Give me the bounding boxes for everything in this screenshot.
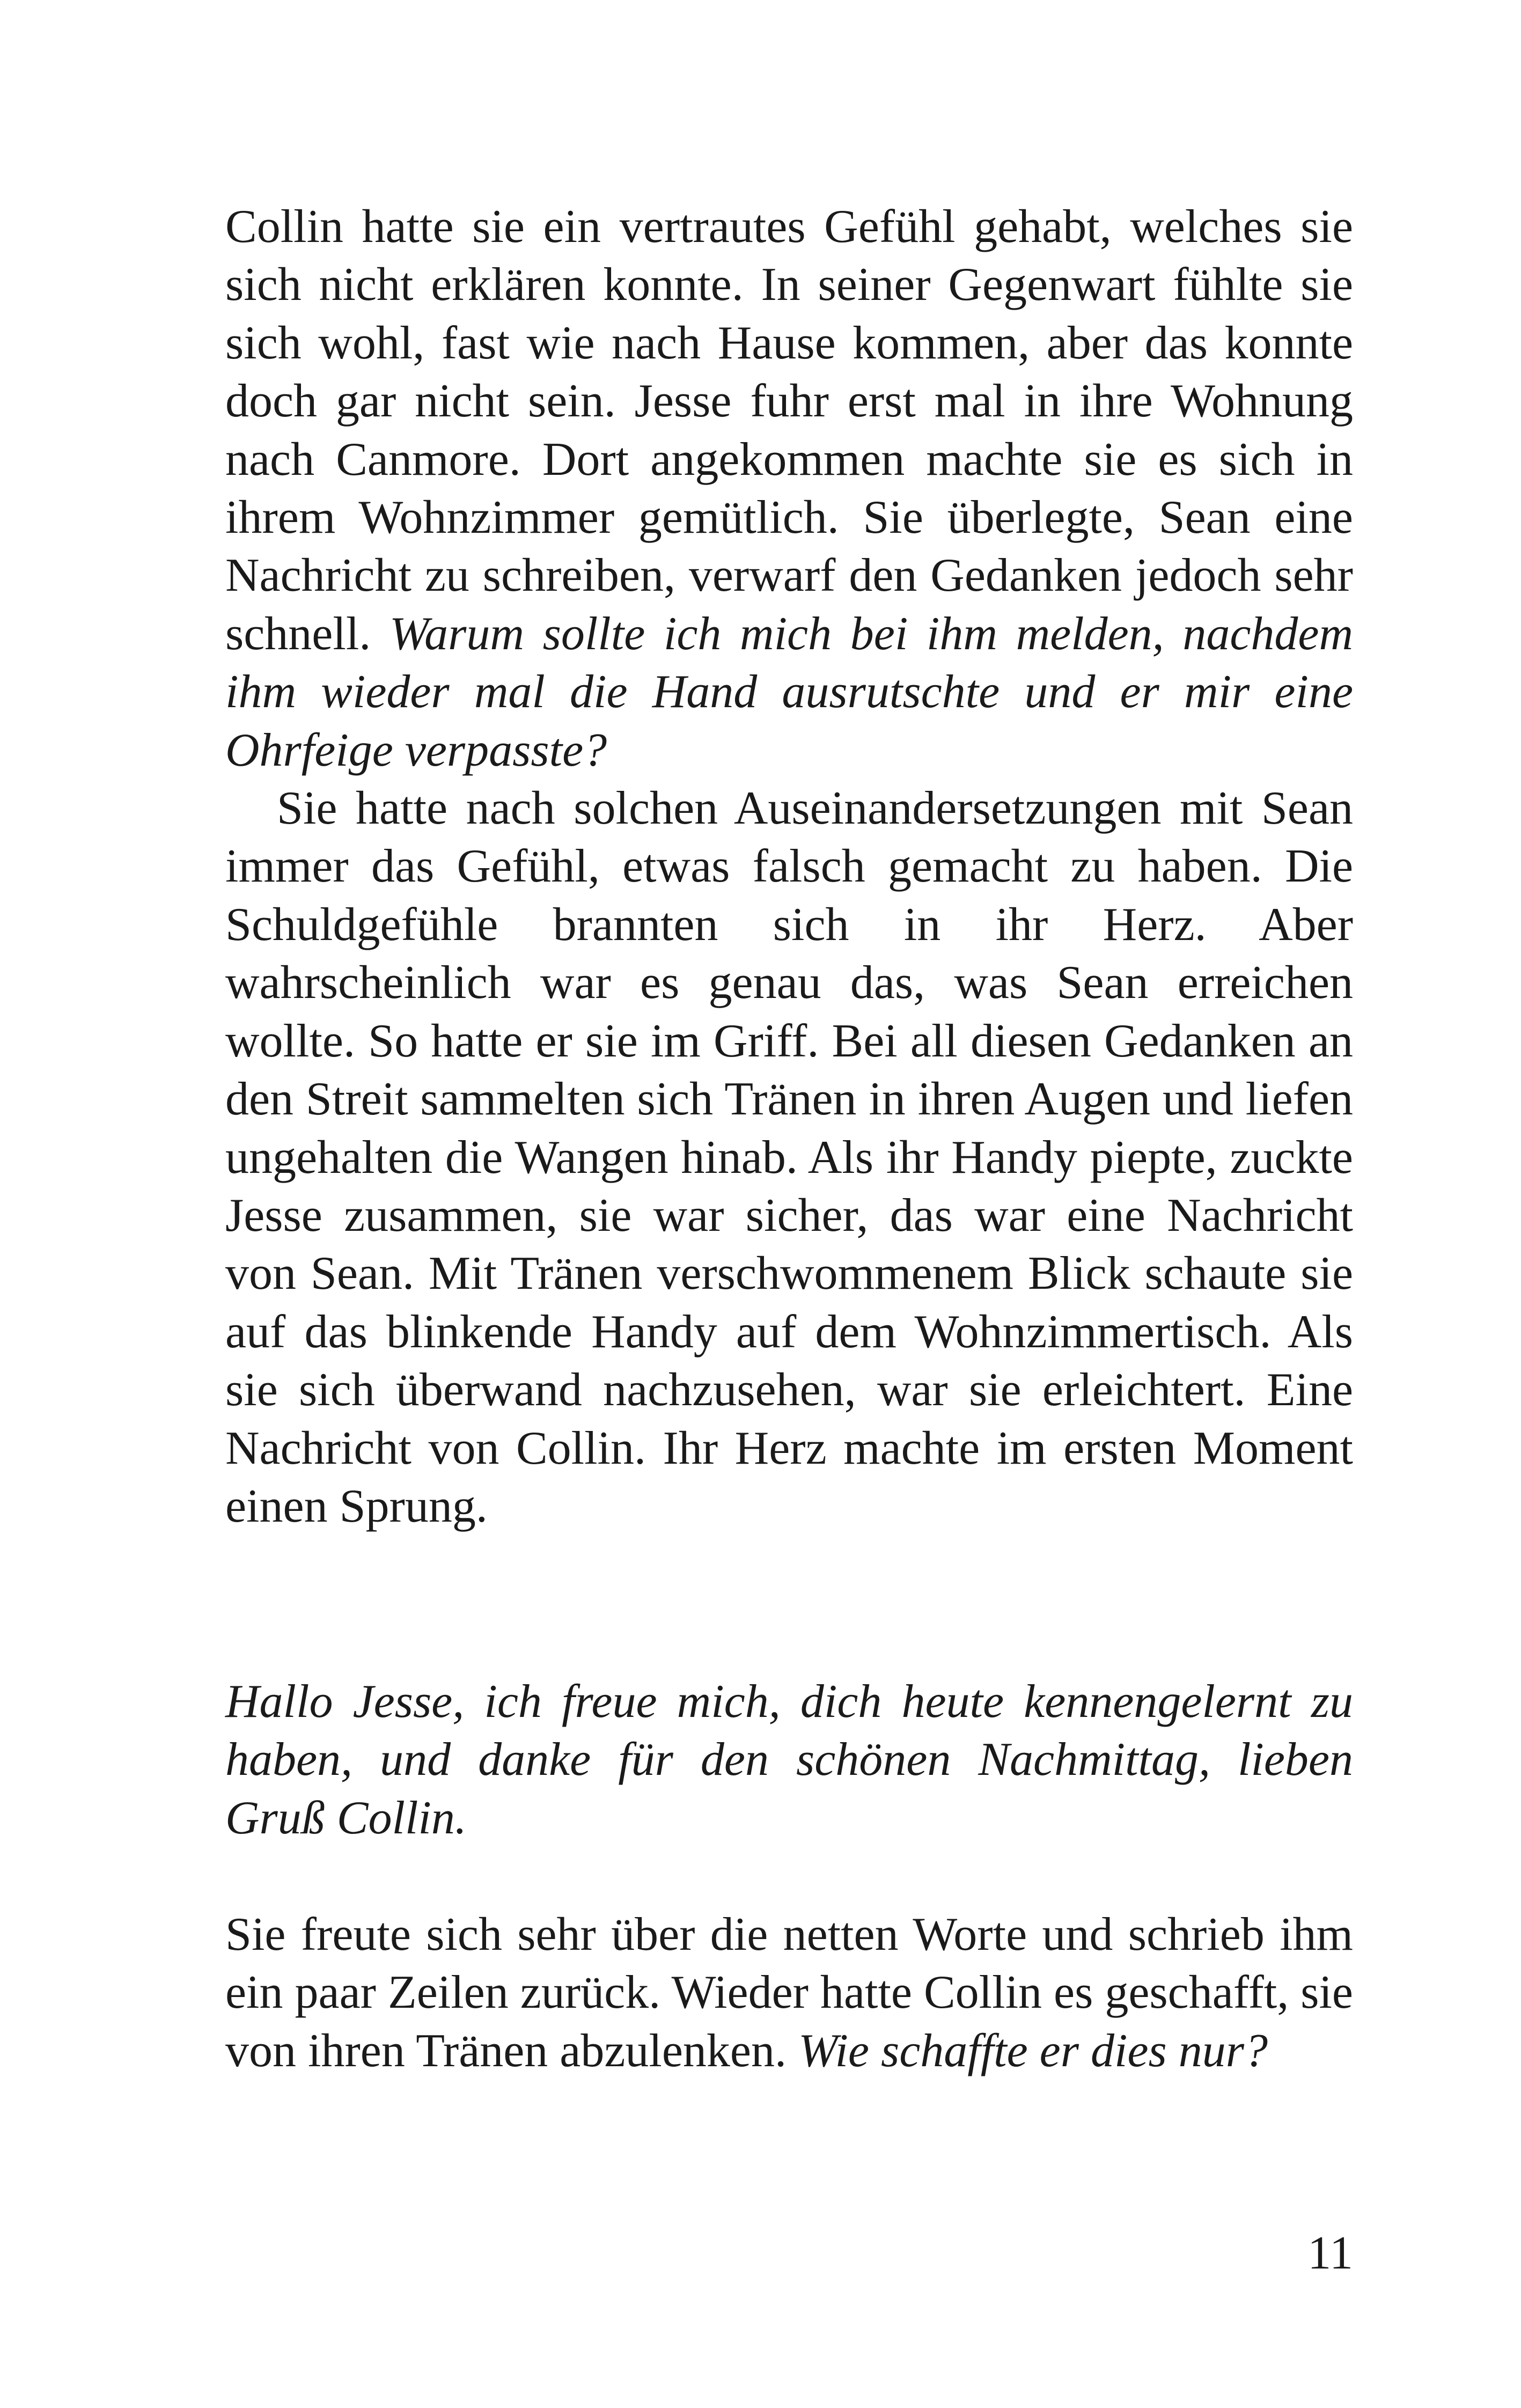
paragraph-text: Sie freute sich sehr über die netten Worte und schrieb ihm ein paar Zeilen zurück. Wieder hatte Collin es geschafft, sie von ihren Tränen abzulenken.: [225, 1908, 1353, 2077]
closing-text: [225, 1906, 1353, 2080]
paragraph: Sie hatte nach solchen Auseinandersetzungen mit Sean immer das Gefühl, etwas falsch gemacht zu haben. Die Schuldgefühle brannten sich in ihr Herz. Aber wahrscheinlich war es genau das, was Sean erreichen wollte. So hatte er sie im Griff. Bei all diesen Gedanken an den Streit sammelten sich Tränen in ihren Augen und liefen ungehalten die Wangen hinab. Als ihr Handy piepte, zuckte Jesse zusammen, sie war sicher, das war eine Nachricht von Sean. Mit Tränen verschwommenem Blick schaute sie auf das blinkende Handy auf dem Wohnzimmertisch. Als sie sich überwand nachzusehen, war sie erleichtert. Eine Nachricht von Collin. Ihr Herz machte im ersten Moment einen Sprung.: [225, 782, 1353, 1532]
text-message: Hallo Jesse, ich freue mich, dich heute kennengelernt zu haben, und danke für den schönen Nachmittag, lieben Gruß Collin.: [225, 1676, 1353, 1844]
paragraph: [225, 1906, 1353, 2080]
inner-thought: Warum sollte ich mich bei ihm melden, nachdem ihm wieder mal die Hand ausrutschte und er mir eine Ohrfeige verpasste?: [225, 607, 1353, 776]
paragraph-text: Collin hatte sie ein vertrautes Gefühl gehabt, welches sie sich nicht erklären konnte. In seiner Gegenwart fühlte sie sich wohl, fast wie nach Hause kommen, aber das konnte doch gar nicht sein. Jesse fuhr erst mal in ihre Wohnung nach Canmore. Dort angekommen machte sie es sich in ihrem Wohnzimmer gemütlich. Sie überlegte, Sean eine Nachricht zu schreiben, verwarf den Gedanken jedoch sehr schnell.: [225, 201, 1353, 660]
paragraph-continuation: [225, 198, 1353, 780]
inner-thought: Wie schaffte er dies nur?: [798, 2024, 1268, 2077]
message-block: [225, 1673, 1353, 1847]
page-number: 11: [1307, 2227, 1353, 2279]
main-text: [225, 198, 1353, 1536]
